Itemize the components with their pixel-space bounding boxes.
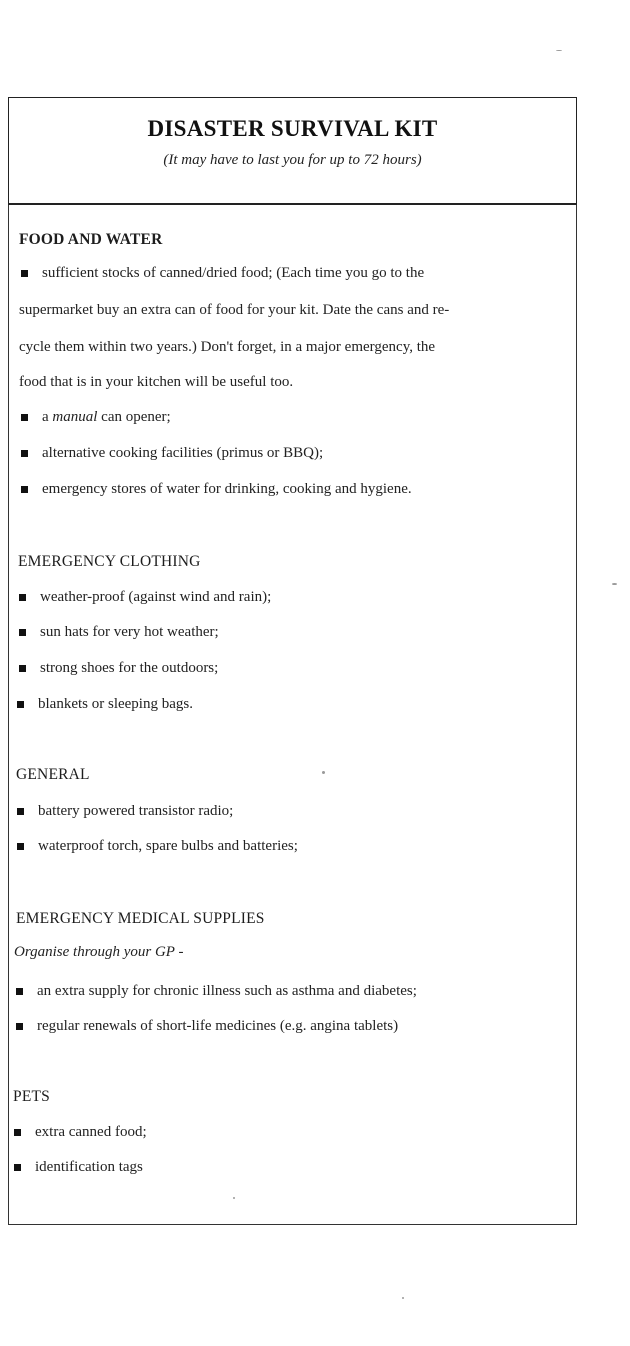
bullet-icon [17, 701, 24, 708]
list-item-text: blankets or sleeping bags. [38, 696, 193, 712]
list-item [16, 983, 417, 1000]
list-item-text: battery powered transistor radio; [38, 803, 234, 819]
list-item-emphasis: manual [52, 409, 98, 425]
list-item-text: sufficient stocks of canned/dried food; (Each time you go to the [42, 265, 425, 281]
list-item-text: regular renewals of short-life medicines (e.g. angina tablets) [37, 1018, 399, 1034]
list-item-text: an extra supply for chronic illness such as asthma and diabetes; [37, 983, 417, 999]
bullet-icon [19, 629, 26, 636]
list-item [17, 803, 233, 820]
section-heading-medical-supplies: EMERGENCY MEDICAL SUPPLIES [16, 910, 265, 927]
list-item-text: strong shoes for the outdoors; [40, 660, 219, 676]
list-item [19, 624, 219, 641]
bullet-icon [17, 808, 24, 815]
list-item [21, 409, 171, 426]
bullet-icon [19, 665, 26, 672]
list-item [14, 1124, 147, 1141]
paragraph-line: cycle them within two years.) Don't forget, in a major emergency, the [19, 339, 436, 355]
scan-speck [612, 583, 617, 585]
page-title: DISASTER SURVIVAL KIT [147, 116, 438, 141]
scan-speck [402, 1297, 404, 1299]
bullet-icon [21, 486, 28, 493]
section-heading-emergency-clothing: EMERGENCY CLOTHING [18, 553, 201, 570]
list-item-text: waterproof torch, spare bulbs and batteries; [38, 838, 298, 854]
bullet-icon [17, 843, 24, 850]
list-item [16, 1018, 398, 1035]
list-item [17, 696, 193, 713]
paragraph-line: food that is in your kitchen will be useful too. [19, 374, 294, 390]
bullet-icon [14, 1164, 21, 1171]
list-item-text: weather-proof (against wind and rain); [40, 589, 272, 605]
list-item [21, 445, 323, 462]
list-item-text: sun hats for very hot weather; [40, 624, 219, 640]
bullet-icon [19, 594, 26, 601]
list-item-text-suffix: can opener; [97, 409, 171, 425]
section-heading-general: GENERAL [16, 766, 90, 783]
list-item [14, 1159, 143, 1176]
list-item-text: alternative cooking facilities (primus or BBQ); [42, 445, 324, 461]
list-item-text: extra canned food; [35, 1124, 147, 1140]
bullet-icon [21, 270, 28, 277]
scan-speck [556, 50, 562, 51]
list-item [19, 660, 218, 677]
list-item [21, 265, 424, 282]
list-item [17, 838, 298, 855]
bullet-icon [16, 988, 23, 995]
bullet-icon [21, 414, 28, 421]
bullet-icon [14, 1129, 21, 1136]
section-heading-pets: PETS [13, 1088, 50, 1105]
list-item-text [42, 409, 171, 426]
page-subtitle: (It may have to last you for up to 72 hours) [163, 152, 422, 168]
bullet-icon [21, 450, 28, 457]
list-item [21, 481, 412, 498]
title-box [8, 97, 577, 205]
section-heading-food-and-water: FOOD AND WATER [19, 231, 163, 248]
medical-note: Organise through your GP - [14, 944, 184, 960]
list-item-text-prefix: a [42, 409, 53, 425]
list-item-text: identification tags [35, 1159, 143, 1175]
paragraph-line: supermarket buy an extra can of food for your kit. Date the cans and re- [19, 302, 450, 318]
bullet-icon [16, 1023, 23, 1030]
list-item-text: emergency stores of water for drinking, cooking and hygiene. [42, 481, 412, 497]
list-item [19, 589, 271, 606]
